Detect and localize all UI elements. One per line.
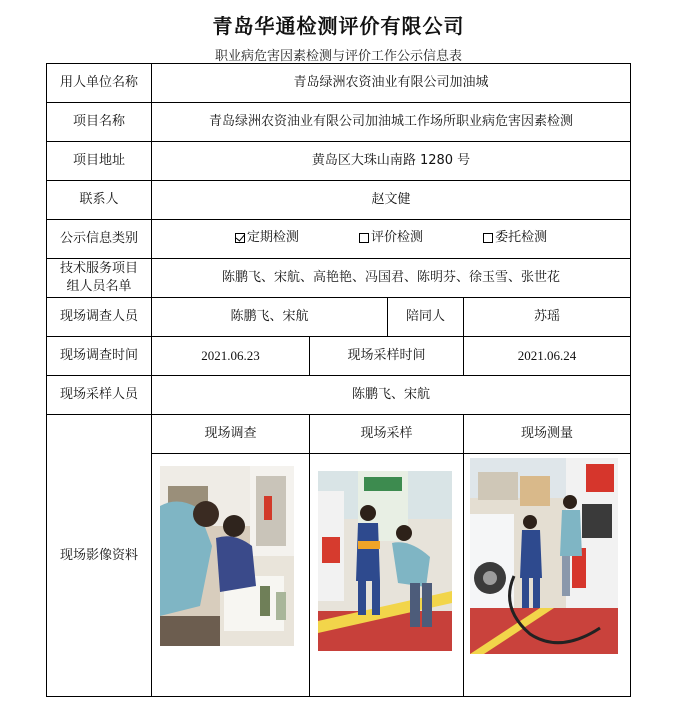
checkbox-entrusted[interactable] bbox=[483, 229, 547, 247]
row-sampling-staff bbox=[47, 376, 631, 415]
escort-value: 苏瑶 bbox=[464, 298, 631, 337]
survey-photo bbox=[160, 466, 294, 646]
project-address-label: 项目地址 bbox=[47, 142, 152, 181]
images-label: 现场影像资料 bbox=[47, 415, 152, 697]
row-category bbox=[47, 220, 631, 259]
row-project-name bbox=[47, 103, 631, 142]
unchecked-box-icon bbox=[359, 233, 369, 243]
images-col-sampling: 现场采样 bbox=[310, 415, 464, 454]
project-name-value: 青岛绿洲农资油业有限公司加油城工作场所职业病危害因素检测 bbox=[152, 103, 631, 142]
sampling-time-label: 现场采样时间 bbox=[310, 337, 464, 376]
contact-value: 赵文健 bbox=[152, 181, 631, 220]
category-label: 公示信息类别 bbox=[47, 220, 152, 259]
checkbox-periodic-label: 定期检测 bbox=[246, 230, 299, 245]
row-contact bbox=[47, 181, 631, 220]
survey-staff-value: 陈鹏飞、宋航 bbox=[152, 298, 388, 337]
survey-time-value: 2021.06.23 bbox=[152, 337, 310, 376]
sampling-photo bbox=[318, 471, 452, 651]
sampling-time-value: 2021.06.24 bbox=[464, 337, 631, 376]
company-title: 青岛华通检测评价有限公司 bbox=[212, 14, 465, 38]
form-subtitle: 职业病危害因素检测与评价工作公示信息表 bbox=[214, 49, 462, 64]
row-project-address bbox=[47, 142, 631, 181]
row-images-header bbox=[47, 415, 631, 454]
project-address-value: 黄岛区大珠山南路 1280 号 bbox=[152, 142, 631, 181]
checkbox-evaluation[interactable] bbox=[359, 229, 423, 247]
unchecked-box-icon bbox=[483, 233, 493, 243]
contact-label: 联系人 bbox=[47, 181, 152, 220]
row-employer bbox=[47, 64, 631, 103]
checkbox-evaluation-label: 评价检测 bbox=[371, 230, 424, 245]
measure-photo bbox=[470, 458, 618, 654]
info-table bbox=[46, 63, 631, 697]
survey-staff-label: 现场调查人员 bbox=[47, 298, 152, 337]
category-options bbox=[152, 220, 631, 259]
sampling-staff-value: 陈鹏飞、宋航 bbox=[152, 376, 631, 415]
employer-label: 用人单位名称 bbox=[47, 64, 152, 103]
photo-cell-survey bbox=[152, 454, 310, 697]
team-label-line2: 组人员名单 bbox=[66, 279, 132, 294]
sampling-staff-label: 现场采样人员 bbox=[47, 376, 152, 415]
images-col-survey: 现场调查 bbox=[152, 415, 310, 454]
survey-time-label: 现场调查时间 bbox=[47, 337, 152, 376]
checkbox-periodic[interactable] bbox=[235, 229, 299, 247]
team-label bbox=[47, 259, 152, 298]
photo-cell-sampling bbox=[310, 454, 464, 697]
row-survey-staff bbox=[47, 298, 631, 337]
checkbox-entrusted-label: 委托检测 bbox=[495, 230, 548, 245]
employer-value: 青岛绿洲农资油业有限公司加油城 bbox=[152, 64, 631, 103]
row-survey-time bbox=[47, 337, 631, 376]
images-col-measure: 现场测量 bbox=[464, 415, 631, 454]
escort-label: 陪同人 bbox=[388, 298, 464, 337]
team-label-line1: 技术服务项目 bbox=[59, 261, 138, 276]
project-name-label: 项目名称 bbox=[47, 103, 152, 142]
row-team bbox=[47, 259, 631, 298]
team-value: 陈鹏飞、宋航、高艳艳、冯国君、陈明芬、徐玉雪、张世花 bbox=[152, 259, 631, 298]
checked-box-icon bbox=[235, 233, 245, 243]
photo-cell-measure bbox=[464, 454, 631, 697]
